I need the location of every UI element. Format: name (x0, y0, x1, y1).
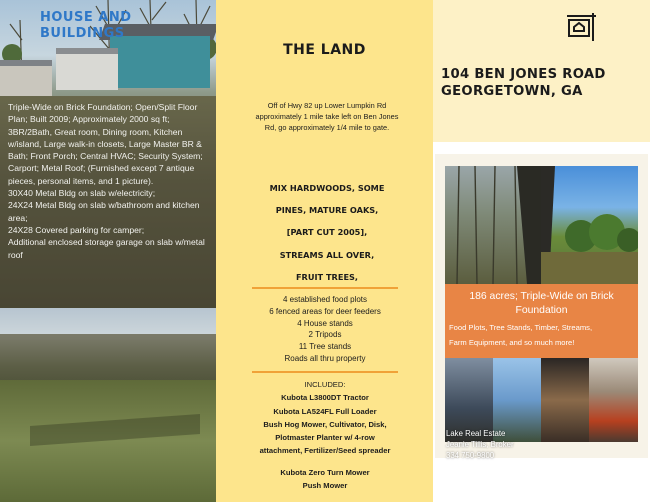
amenity-item: 11 Tree stands (298, 342, 352, 352)
feature-line: FRUIT TREES, (295, 271, 359, 282)
headline-line-1: 186 acres; Triple-Wide on Brick (469, 291, 614, 302)
listing-subtitle (449, 320, 635, 350)
broker-name: Jeanie Tillis, Broker (446, 440, 514, 450)
divider-bottom (252, 371, 398, 373)
land-features (232, 177, 422, 288)
house-and-buildings-heading (40, 10, 190, 42)
buildings-description (8, 101, 214, 261)
included-item: Kubota LA524FL Full Loader (273, 406, 377, 416)
feature-line: MIX HARDWOODS, SOME (269, 183, 385, 193)
listing-headline-band (445, 284, 638, 358)
the-land-heading: THE LAND (283, 42, 366, 58)
broker-phone[interactable]: 334 750-9800 (446, 451, 495, 461)
woods-trees-illustration (445, 166, 541, 284)
storage-shed (0, 60, 52, 96)
description-item: Triple-Wide on Brick Foundation; Open/Split Floor Plan; Built 2009; Approximately 2000 sq ft; 3BR/2Bath, Great room, Dining room, Kitchen w/island, Large walk-in closets, Large Master BR & Bath; Front Porch; Central HVAC; Security System; Carport; Metal Roof; (Furnished except 7 antique pieces, personal items, and 1 picture). (8, 102, 203, 186)
feature-line: [PART CUT 2005], (286, 227, 368, 238)
house-sign-icon (565, 12, 597, 42)
right-panel (433, 0, 650, 502)
address-block (433, 0, 650, 142)
included-heading: INCLUDED: (304, 380, 346, 389)
amenities-list (232, 294, 418, 365)
extra-equipment (232, 466, 418, 493)
description-item: 24X24 Metal Bldg on slab w/bathroom and kitchen area; (8, 200, 200, 223)
included-item: Bush Hog Mower, Cultivator, Disk, (263, 419, 387, 429)
feature-line: PINES, MATURE OAKS, (275, 205, 379, 216)
extra-item: Push Mower (302, 481, 348, 491)
tractor-photo (589, 358, 638, 442)
description-item: Additional enclosed storage garage on slab w/metal roof (8, 237, 205, 260)
description-item: 24X28 Covered parking for camper; (8, 224, 145, 235)
address-street: 104 BEN JONES ROAD (441, 67, 606, 82)
carport (56, 48, 118, 90)
heading-line-2: BUILDINGS (40, 26, 125, 41)
woods-photo (445, 166, 541, 284)
amenity-item: 4 House stands (297, 318, 353, 328)
listing-card (445, 166, 638, 461)
treeline (0, 334, 216, 380)
property-address (441, 66, 641, 100)
broker-contact (446, 428, 596, 462)
amenity-item: 4 established food plots (282, 295, 368, 304)
subtitle-line-2: Farm Equipment, and so much more! (449, 338, 575, 347)
amenity-item: Roads all thru property (284, 353, 366, 363)
pines-photo (541, 166, 638, 284)
amenity-item: 2 Tripods (308, 330, 342, 340)
description-item: 30X40 Metal Bldg on slab w/electricity; (8, 188, 156, 199)
directions-text: Off of Hwy 82 up Lower Lumpkin Rd approximately 1 mile take left on Ben Jones Rd, go approximately 1/4 mile to gate. (255, 101, 399, 133)
amenity-item: 6 fenced areas for deer feeders (269, 306, 381, 316)
brokerage-name: Lake Real Estate (446, 429, 506, 438)
house (110, 36, 210, 88)
listing-card-frame (435, 154, 648, 461)
included-item: Kubota L3800DT Tractor (281, 393, 369, 403)
divider-top (252, 287, 398, 289)
heading-line-1: HOUSE AND (40, 10, 132, 25)
spacer (433, 142, 650, 154)
extra-item: Kubota Zero Turn Mower (280, 468, 370, 477)
included-item: Plotmaster Planter w/ 4-row (275, 433, 375, 443)
listing-headline (449, 290, 634, 318)
pines-illustration (541, 166, 638, 284)
feature-line: STREAMS ALL OVER, (279, 249, 375, 260)
included-equipment (232, 378, 418, 458)
headline-line-2: Foundation (515, 305, 568, 316)
subtitle-line-1: Food Plots, Tree Stands, Timber, Streams, (449, 323, 593, 332)
middle-panel (216, 0, 433, 502)
left-panel (0, 0, 216, 502)
address-city: GEORGETOWN, GA (441, 84, 583, 99)
included-item: attachment, Fertilizer/Seed spreader (259, 446, 391, 456)
